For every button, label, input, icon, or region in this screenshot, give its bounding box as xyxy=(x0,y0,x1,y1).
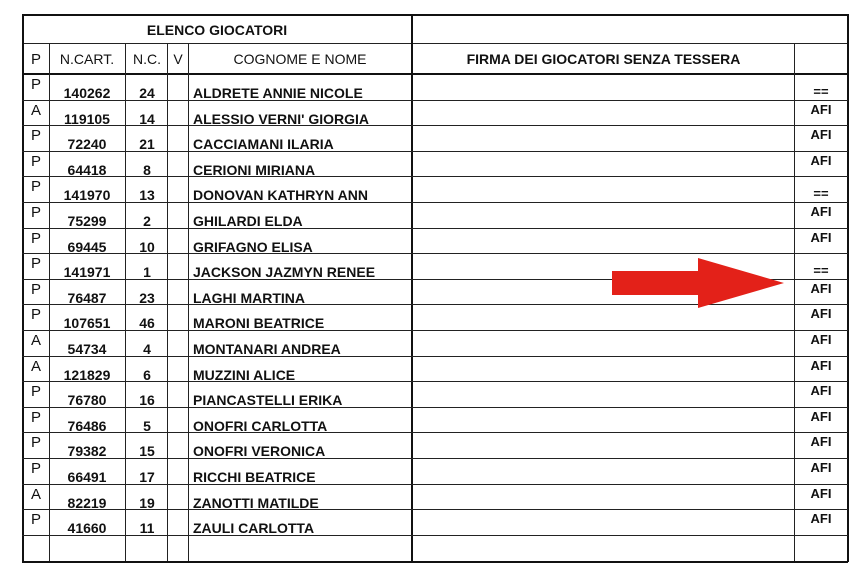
row-shirt-number: 19 xyxy=(139,495,155,511)
row-shirt-number: 17 xyxy=(139,469,155,485)
header-signature: FIRMA DEI GIOCATORI SENZA TESSERA xyxy=(466,51,741,67)
row-code: AFI xyxy=(810,204,832,219)
row-player-name: ALESSIO VERNI' GIORGIA xyxy=(193,111,370,127)
row-card-number: 72240 xyxy=(67,136,107,152)
row-code: AFI xyxy=(810,153,832,168)
row-player-name: ONOFRI CARLOTTA xyxy=(193,418,328,434)
row-card-number: 121829 xyxy=(63,367,111,383)
row-code: AFI xyxy=(810,358,832,373)
row-card-number: 41660 xyxy=(67,520,107,536)
row-code: AFI xyxy=(810,511,832,526)
row-shirt-number: 1 xyxy=(143,264,151,280)
row-code: AFI xyxy=(810,486,832,501)
row-card-number: 107651 xyxy=(63,315,111,331)
row-player-name: DONOVAN KATHRYN ANN xyxy=(193,187,368,203)
row-status: A xyxy=(30,486,41,503)
row-shirt-number: 5 xyxy=(143,418,151,434)
row-status: P xyxy=(30,306,41,323)
row-player-name: LAGHI MARTINA xyxy=(193,290,305,306)
header-nc: N.C. xyxy=(133,51,161,67)
row-card-number: 54734 xyxy=(67,341,107,357)
row-status: P xyxy=(30,127,41,144)
row-player-name: CERIONI MIRIANA xyxy=(193,162,316,178)
row-shirt-number: 16 xyxy=(139,392,155,408)
row-status: P xyxy=(30,230,41,247)
row-status: P xyxy=(30,383,41,400)
row-status: P xyxy=(30,511,41,528)
row-shirt-number: 13 xyxy=(139,187,155,203)
row-player-name: ZANOTTI MATILDE xyxy=(193,495,319,511)
row-status: P xyxy=(30,255,41,272)
row-code: AFI xyxy=(810,127,832,142)
row-code: AFI xyxy=(810,306,832,321)
row-card-number: 75299 xyxy=(67,213,107,229)
row-shirt-number: 21 xyxy=(139,136,155,152)
right-border xyxy=(847,14,849,562)
row-card-number: 64418 xyxy=(67,162,107,178)
row-code: AFI xyxy=(810,460,832,475)
row-shirt-number: 15 xyxy=(139,443,155,459)
row-player-name: JACKSON JAZMYN RENEE xyxy=(193,264,376,280)
row-player-name: GHILARDI ELDA xyxy=(193,213,303,229)
row-player-name: ONOFRI VERONICA xyxy=(193,443,326,459)
row-card-number: 119105 xyxy=(64,111,110,127)
row-shirt-number: 8 xyxy=(143,162,151,178)
header-v: V xyxy=(173,51,183,67)
row-player-name: RICCHI BEATRICE xyxy=(193,469,316,485)
row-player-name: MARONI BEATRICE xyxy=(193,315,325,331)
row-code: AFI xyxy=(810,434,832,449)
row-status: P xyxy=(30,281,41,298)
row-player-name: GRIFAGNO ELISA xyxy=(193,239,313,255)
row-card-number: 76486 xyxy=(67,418,107,434)
row-card-number: 76487 xyxy=(67,290,107,306)
row-shirt-number: 4 xyxy=(143,341,151,357)
middle-divider xyxy=(411,14,413,562)
row-shirt-number: 2 xyxy=(143,213,151,229)
row-status: P xyxy=(30,178,41,195)
row-status: P xyxy=(30,76,41,93)
row-player-name: CACCIAMANI ILARIA xyxy=(193,136,334,152)
row-status: P xyxy=(30,460,41,477)
header-card: N.CART. xyxy=(59,51,115,67)
table-title: ELENCO GIOCATORI xyxy=(146,21,288,38)
row-code: AFI xyxy=(810,383,832,398)
row-code: AFI xyxy=(810,409,832,424)
row-card-number: 141970 xyxy=(63,187,111,203)
row-card-number: 140262 xyxy=(63,85,111,101)
row-shirt-number: 11 xyxy=(139,520,155,536)
row-code: == xyxy=(813,186,829,201)
row-code: == xyxy=(813,84,829,99)
row-player-name: ALDRETE ANNIE NICOLE xyxy=(193,85,363,101)
row-code: AFI xyxy=(810,230,832,245)
row-status: P xyxy=(30,204,41,221)
row-player-name: ZAULI CARLOTTA xyxy=(193,520,315,536)
row-status: P xyxy=(30,409,41,426)
row-status: A xyxy=(30,102,41,119)
title-row-divider xyxy=(22,43,848,44)
row-shirt-number: 6 xyxy=(143,367,151,383)
row-shirt-number: 14 xyxy=(139,111,155,127)
row-card-number: 82219 xyxy=(67,495,107,511)
header-pa: P xyxy=(30,50,41,68)
row-card-number: 66491 xyxy=(67,469,107,485)
row-shirt-number: 24 xyxy=(139,85,155,101)
row-status: P xyxy=(30,153,41,170)
row-card-number: 69445 xyxy=(67,239,107,255)
row-code: AFI xyxy=(810,102,832,117)
row-shirt-number: 10 xyxy=(139,239,155,255)
red-arrow-right-icon xyxy=(612,258,784,308)
row-shirt-number: 46 xyxy=(139,315,155,331)
row-code: AFI xyxy=(810,281,832,296)
row-player-name: PIANCASTELLI ERIKA xyxy=(193,392,343,408)
bottom-border xyxy=(22,561,848,563)
row-shirt-number: 23 xyxy=(139,290,155,306)
row-player-name: MUZZINI ALICE xyxy=(193,367,296,383)
row-status: A xyxy=(30,358,41,375)
row-card-number: 141971 xyxy=(63,264,111,280)
row-code: == xyxy=(813,263,829,278)
row-player-name: MONTANARI ANDREA xyxy=(193,341,341,357)
row-status: A xyxy=(30,332,41,349)
row-card-number: 76780 xyxy=(67,392,107,408)
header-name: COGNOME E NOME xyxy=(233,51,367,67)
row-code: AFI xyxy=(810,332,832,347)
row-card-number: 79382 xyxy=(67,443,107,459)
row-status: P xyxy=(30,434,41,451)
